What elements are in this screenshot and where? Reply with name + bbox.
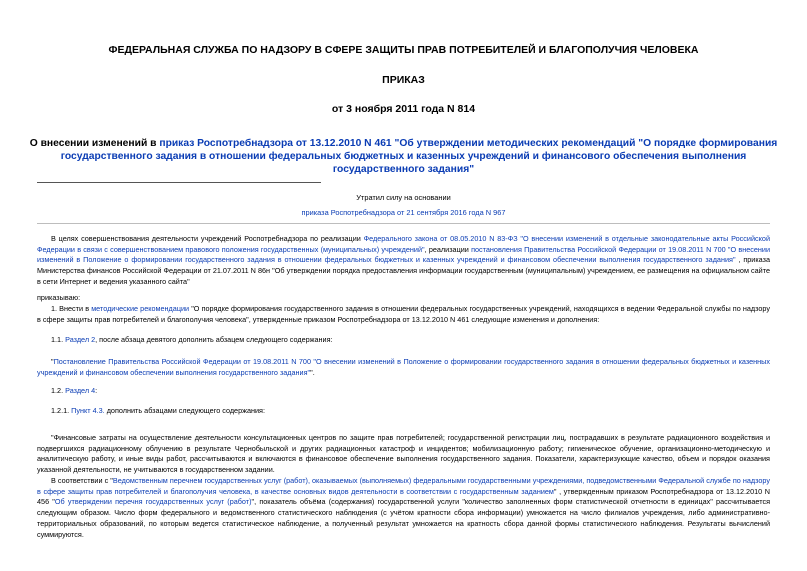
- quote-open: ": [51, 357, 54, 366]
- item-1-2-number: 1.2.: [51, 386, 66, 395]
- item-1-1-number: 1.1.: [51, 335, 66, 344]
- paragraph-item-1-1: [37, 335, 770, 346]
- decree-700-link[interactable]: Постановление Правительства Российской Федерации от 19.08.2011 N 700 "О внесении изменений в Положение о формировании государственного задания в отношении федеральных бюджетных и казенных учреждений и финансовом обеспечении выполнения государственного задания": [37, 357, 770, 377]
- status-note: Утратил силу на основании: [356, 193, 451, 202]
- paragraph-item-1: [37, 304, 770, 325]
- paragraph-item-1-2: [37, 386, 770, 397]
- repeal-order-link[interactable]: приказа Роспотребнадзора от 21 сентября 2016 года N 967: [301, 208, 506, 217]
- paragraph-preamble: [37, 234, 770, 288]
- paragraph-financial-costs: "Финансовые затраты на осуществление деятельности консультационных центров по защите прав потребителей; государственной регистрации лиц, пострадавших в результате радиационного воздействия и подвергшихся радиационному облучению в результате Чернобыльской и других радиационных катастроф и инцидентов; мобилизационную работу; гигиеническое обучение, организационно-методическую и аналитическую работу, и иные виды работ, рассчитываются и включаются в финансовое обеспечение выполнения государственного задания. Показатели, характеризующие качество, объем и порядок оказания указанной деятельности, не учитываются в государственном задании.: [37, 433, 770, 475]
- paragraph-item-1-2-1: [37, 406, 770, 417]
- services-approval-link[interactable]: Об утверждении перечня государственных услуг (работ): [54, 497, 252, 507]
- services-text-1: В соответствии с ": [51, 476, 113, 485]
- item-1-2-1-number: 1.2.1.: [51, 406, 72, 415]
- quote-close: ".: [310, 367, 315, 377]
- title-order-link[interactable]: приказ Роспотребнадзора от 13.12.2010 N 461 "Об утверждении методических рекомендаций "О порядке формирования государственного задания в отношении федеральных бюджетных и казенных учреждений и финансового обеспечения выполнения государственного задания": [60, 138, 778, 175]
- document-date-number: от 3 ноября 2011 года N 814: [331, 103, 476, 115]
- title-divider: [37, 182, 321, 183]
- federal-law-link[interactable]: Федерального закона от 08.05.2010 N 83-ФЗ "О внесении изменений в отдельные законодательные акты Российской Федерации в связи с совершенствованием правового положения государственных (муниципальных) учреждений": [37, 234, 770, 254]
- section-2-link[interactable]: Раздел 2: [65, 335, 96, 344]
- status-divider: [37, 223, 770, 224]
- preamble-text-2: , реализации: [424, 244, 472, 254]
- item-1-2-1-text: дополнить абзацами следующего содержания:: [104, 406, 265, 415]
- document-title: [20, 137, 787, 176]
- government-decree-link[interactable]: постановления Правительства Российской Федерации от 19.08.2011 N 700 "О внесении изменений в Положение о формировании государственного задания в отношении федеральных бюджетных и казенных учреждений и финансовом обеспечении выполнения государственного задания": [37, 244, 771, 265]
- paragraph-order-word: приказываю:: [37, 293, 81, 302]
- clause-4-3-link[interactable]: Пункт 4.3.: [71, 406, 105, 415]
- section-4-link[interactable]: Раздел 4: [65, 386, 96, 395]
- item-1-text-1: 1. Внести в: [51, 304, 92, 313]
- services-text-2: " , утвержденным приказом Роспотребнадзора от 13.12.2010 N 456 ": [37, 486, 770, 507]
- preamble-text-3: , приказа Министерства финансов Российской Федерации от 21.07.2011 N 86н "Об утверждении порядка предоставления информации государственным (муниципальным) учреждением, ее размещения на официальном сайте в сети Интернет и ведения указанного сайта": [37, 255, 770, 286]
- item-1-1-text: , после абзаца девятого дополнить абзацем следующего содержания:: [95, 335, 333, 344]
- item-1-2-colon: :: [95, 386, 98, 395]
- services-text-3: ", показатель объёма (содержания) государственной услуги "количество заполненных форм статистической отчетности в единицах" рассчитывается следующим образом. Число форм федерального и ведомственного статистического наблюдения (с учётом кратности сбора информации) умножается на число филиалов учреждения, либо административно-территориальных образований, по которым ведется статистическое наблюдение, а полученный результат умножается на кратность сбора данной формы статистического наблюдения. Результаты вычислений суммируются.: [37, 497, 771, 539]
- preamble-text-1: В целях совершенствования деятельности учреждений Роспотребнадзора по реализации: [51, 234, 364, 243]
- status-link-line: [0, 208, 807, 217]
- paragraph-services-list: [37, 476, 770, 540]
- title-prefix: О внесении изменений в: [29, 138, 160, 149]
- agency-name: ФЕДЕРАЛЬНАЯ СЛУЖБА ПО НАДЗОРУ В СФЕРЕ ЗАЩИТЫ ПРАВ ПОТРЕБИТЕЛЕЙ И БЛАГОПОЛУЧИЯ ЧЕЛОВЕКА: [108, 44, 699, 56]
- methodical-recommendations-link[interactable]: методические рекомендации: [91, 304, 190, 313]
- paragraph-decree-quote: [37, 357, 770, 378]
- services-list-link[interactable]: Ведомственным перечнем государственных услуг (работ), оказываемых (выполняемых) федеральными государственными учреждениями, подведомственными Федеральной службе по надзору в сфере защиты прав потребителей и благополучия человека, в качестве основных видов деятельности в соответствии с государственным заданием: [37, 476, 770, 496]
- item-1-text-2: "О порядке формирования государственного задания в отношении федеральных государственных учреждений, находящихся в ведении Федеральной службы по надзору в сфере защиты прав потребителей и благополучия человека", утвержденные приказом Роспотребнадзора от 13.12.2010 N 461 следующие изменения и дополнения:: [37, 304, 771, 324]
- document-kind: ПРИКАЗ: [382, 74, 425, 86]
